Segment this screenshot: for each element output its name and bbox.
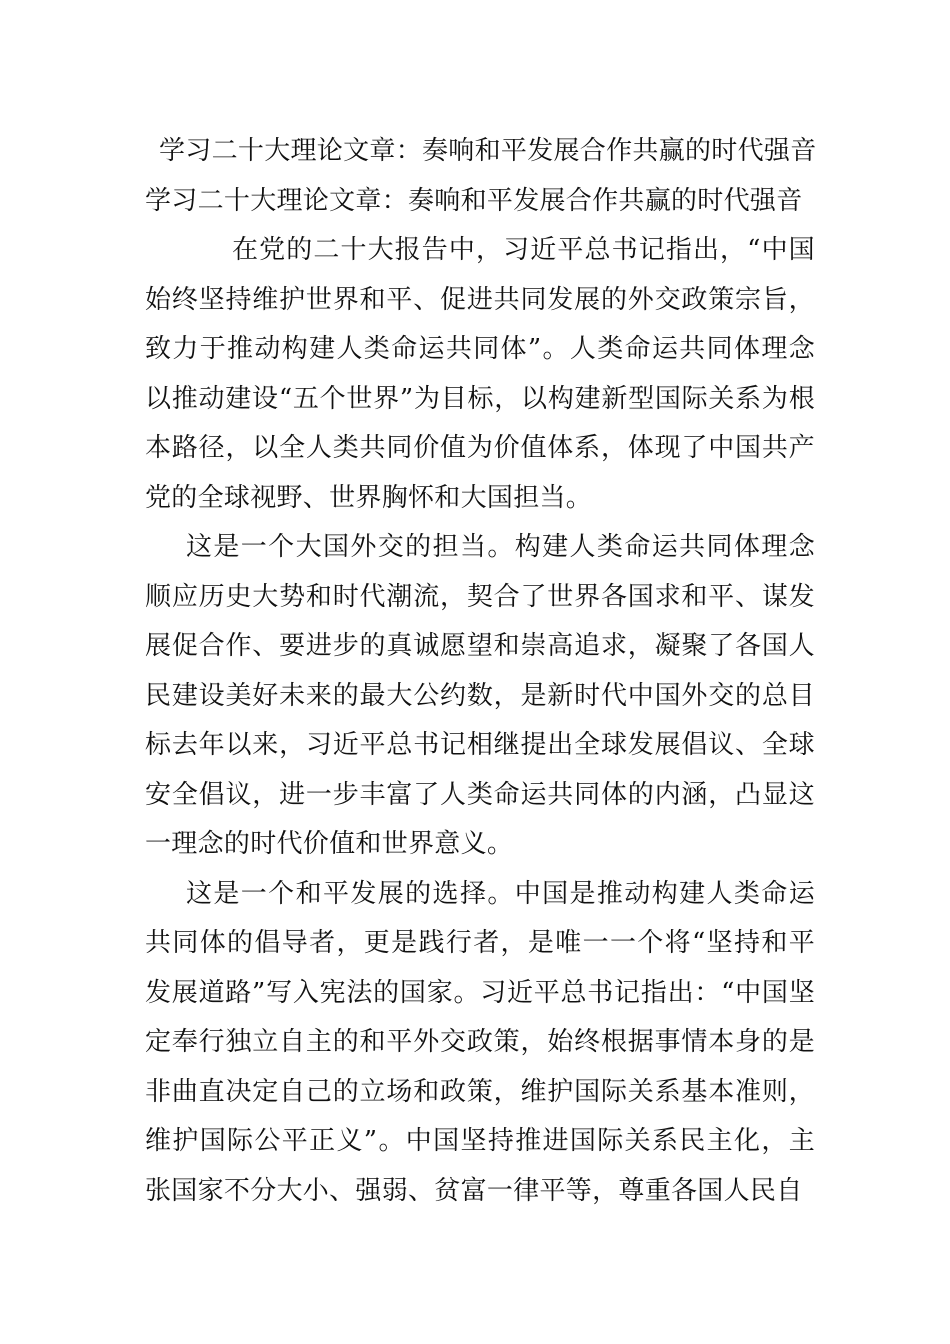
document-body (145, 127, 815, 1216)
paragraph-3: 这是一个和平发展的选择。中国是推动构建人类命运共同体的倡导者，更是践行者，是唯一一个将“坚持和平发展道路”写入宪法的国家。习近平总书记指出：“中国坚定奉行独立自主的和平外交政策，始终根据事情本身的是非曲直决定自己的立场和政策，维护国际关系基本准则，维护国际公平正义”。中国坚持推进国际关系民主化，主张国家不分大小、强弱、贫富一律平等，尊重各国人民自 (145, 878, 815, 1206)
paragraph-2: 这是一个大国外交的担当。构建人类命运共同体理念顺应历史大势和时代潮流，契合了世界各国求和平、谋发展促合作、要进步的真诚愿望和崇高追求，凝聚了各国人民建设美好未来的最大公约数，是新时代中国外交的总目标去年以来，习近平总书记相继提出全球发展倡议、全球安全倡议，进一步丰富了人类命运共同体的内涵，凸显这一理念的时代价值和世界意义。 (145, 532, 815, 859)
paragraph-1: 在党的二十大报告中，习近平总书记指出，“中国始终坚持维护世界和平、促进共同发展的外交政策宗旨，致力于推动构建人类命运共同体”。人类命运共同体理念以推动建设“五个世界”为目标，以构建新型国际关系为根本路径，以全人类共同价值为价值体系，体现了中国共产党的全球视野、世界胸怀和大国担当。 (145, 235, 815, 513)
document-title-line-2: 学习二十大理论文章：奏响和平发展合作共赢的时代强音 (145, 185, 803, 216)
document-title-line-1: 学习二十大理论文章：奏响和平发展合作共赢的时代强音 (159, 136, 817, 166)
